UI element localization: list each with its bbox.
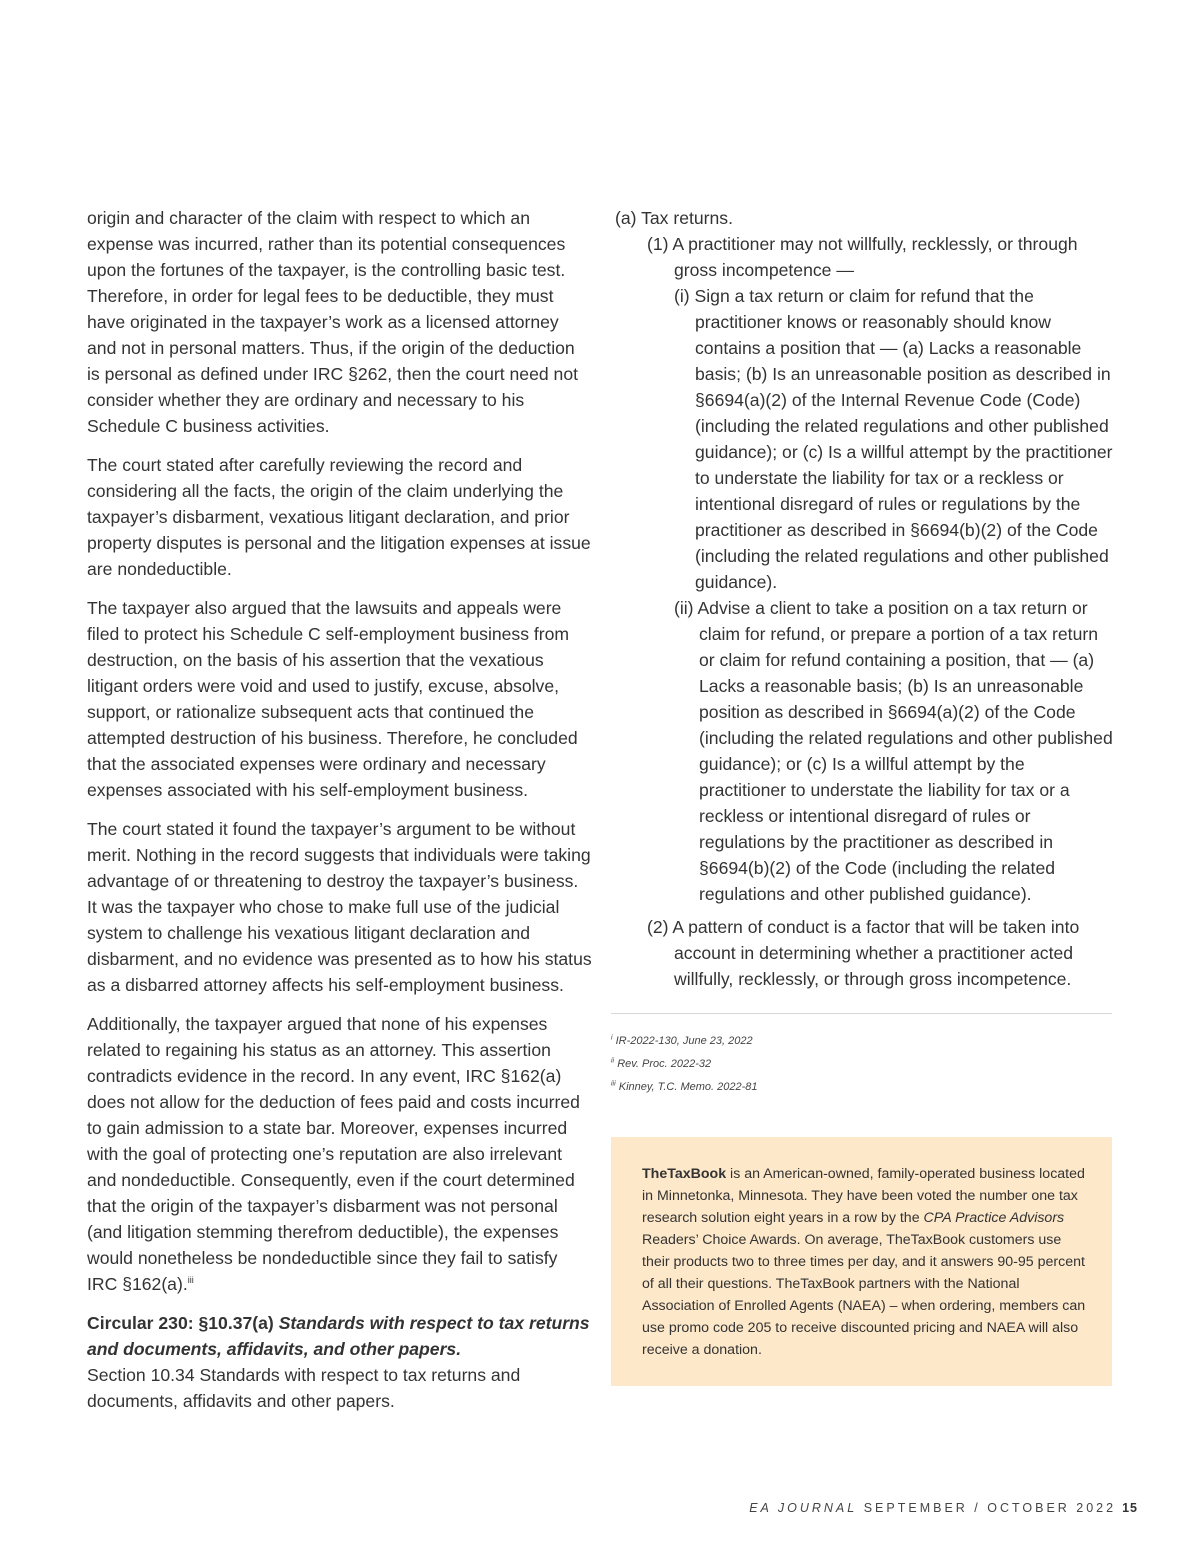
sponsor-callout-text <box>642 1163 1092 1361</box>
footnote <box>611 1030 1111 1053</box>
sponsor-italic: CPA Practice Advisors <box>923 1210 1065 1226</box>
body-paragraph-text: Additionally, the taxpayer argued that none of his expenses related to regaining his status as an attorney. This assertion contradicts evidence in the record. In any event, IRC §162(a) does not allow for the deduction of fees paid and costs incurred to gain admission to a state bar. Moreover, expenses incurred with the goal of protecting one’s reputation are also irrelevant and nondeductible. Consequently, even if the court determined that the origin of the taxpayer’s disbarment was not personal (and litigation stemming therefrom deductible), the expenses would nonetheless be nondeductible since they fail to satisfy IRC §162(a). <box>87 1014 580 1294</box>
footnote-text: Kinney, T.C. Memo. 2022-81 <box>618 1081 758 1093</box>
sponsor-brand: TheTaxBook <box>642 1166 727 1182</box>
footnote <box>611 1053 1111 1076</box>
sponsor-text-2: Readers’ Choice Awards. On average, TheTaxBook customers use their products two to three times per day, and it answers 90-95 percent of all their questions. TheTaxBook partners with the National Association of Enrolled Agents (NAEA) – when ordering, members can use promo code 205 to receive discounted pricing and NAEA will also receive a donation. <box>642 1232 1086 1358</box>
body-paragraph: The taxpayer also argued that the lawsuits and appeals were filed to protect his Schedule C self-employment business from destruction, on the basis of his assertion that the vexatious litigant orders were void and used to justify, excuse, absolve, support, or rationalize subsequent acts that continued the attempted destruction of his business. Therefore, he concluded that the associated expenses were ordinary and necessary expenses associated with his self-employment business. <box>87 598 578 800</box>
page-footer <box>749 1501 1138 1515</box>
section-intro: Section 10.34 Standards with respect to tax returns and documents, affidavits and other papers. <box>87 1365 521 1411</box>
footnote-text: IR-2022-130, June 23, 2022 <box>615 1035 753 1047</box>
footnote-divider <box>611 1013 1112 1014</box>
footnotes <box>611 1030 1111 1099</box>
page-number: 15 <box>1122 1501 1138 1515</box>
issue-date: SEPTEMBER / OCTOBER 2022 <box>863 1501 1117 1515</box>
sponsor-text-1: is an American-owned, family-operated business located in Minnetonka, Minnesota. They have been voted the number one tax research solution eight years in a row by the <box>642 1166 1085 1226</box>
clause-a: (a) Tax returns. <box>615 208 733 228</box>
sponsor-callout-box <box>611 1137 1112 1386</box>
clause-2: (2) A pattern of conduct is a factor that will be taken into account in determining whether a practitioner acted willfully, recklessly, or through gross incompetence. <box>647 917 1080 989</box>
journal-name: EA JOURNAL <box>749 1501 858 1515</box>
body-paragraph-last <box>87 1011 592 1297</box>
left-column <box>87 205 592 1414</box>
footnote-mark: ii <box>611 1057 615 1065</box>
clause-i: (i) Sign a tax return or claim for refund that the practitioner knows or reasonably should know contains a position that — (a) Lacks a reasonable basis; (b) Is an unreasonable position as described in §6694(a)(2) of the Internal Revenue Code (Code) (including the related regulations and other published guidance); or (c) Is a willful attempt by the practitioner to understate the liability for tax or a reckless or intentional disregard of rules or regulations by the practitioner as described in §6694(b)(2) of the Code (including the related regulations and other published guidance). <box>674 286 1113 592</box>
section-heading <box>87 1310 592 1362</box>
footnote-mark: i <box>611 1034 613 1042</box>
body-paragraph: The court stated it found the taxpayer’s argument to be without merit. Nothing in the record suggests that individuals were taking advantage of or threatening to destroy the taxpayer’s business. It was the taxpayer who chose to make full use of the judicial system to challenge his vexatious litigant declaration and disbarment, and no evidence was presented as to how his status as a disbarred attorney affects his self-employment business. <box>87 819 592 995</box>
section-heading-italic: Standards with respect to tax returns and documents, affidavits, and other papers. <box>87 1313 590 1359</box>
body-paragraph: The court stated after carefully reviewing the record and considering all the facts, the origin of the claim underlying the taxpayer’s disbarment, vexatious litigant declaration, and prior property disputes is personal and the litigation expenses at issue are nondeductible. <box>87 455 591 579</box>
right-column <box>615 205 1115 992</box>
footnote <box>611 1076 1111 1099</box>
body-paragraph: origin and character of the claim with respect to which an expense was incurred, rather than its potential consequences upon the fortunes of the taxpayer, is the controlling basic test. Therefore, in order for legal fees to be deductible, they must have originated in the taxpayer’s work as a licensed attorney and not in personal matters. Thus, if the origin of the deduction is personal as defined under IRC §262, then the court need not consider whether they are ordinary and necessary to his Schedule C business activities. <box>87 208 579 436</box>
footnote-text: Rev. Proc. 2022-32 <box>617 1058 712 1070</box>
clause-ii: (ii) Advise a client to take a position on a tax return or claim for refund, or prepare a portion of a tax return or claim for refund containing a position, that — (a) Lacks a reasonable basis; (b) Is an unreasonable position as described in §6694(a)(2) of the Code (including the related regulations and other published guidance); or (c) Is a willful attempt by the practitioner to understate the liability for tax or a reckless or intentional disregard of rules or regulations by the practitioner as described in §6694(b)(2) of the Code (including the related regulations and other published guidance). <box>674 598 1113 904</box>
section-heading-bold: Circular 230: §10.37(a) <box>87 1313 274 1333</box>
endnote-marker: iii <box>187 1275 194 1286</box>
clause-1: (1) A practitioner may not willfully, recklessly, or through gross incompetence — <box>647 234 1078 280</box>
footnote-mark: iii <box>611 1080 616 1088</box>
